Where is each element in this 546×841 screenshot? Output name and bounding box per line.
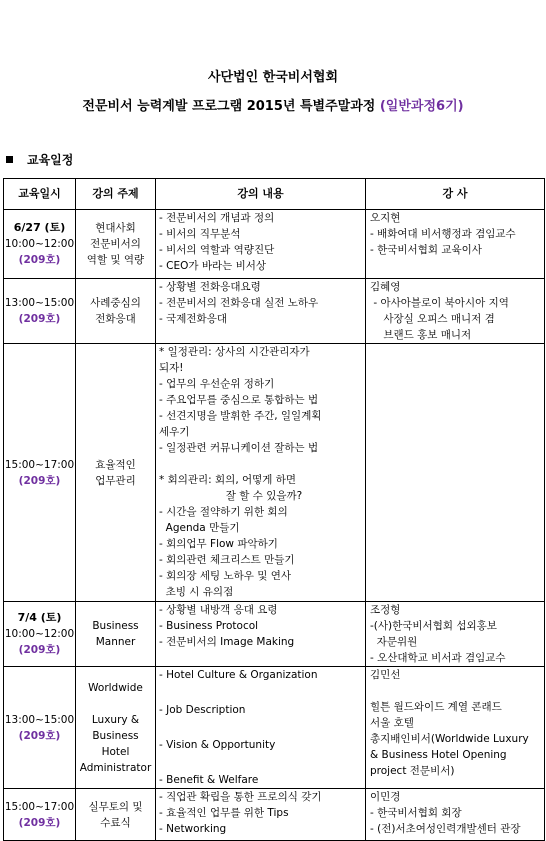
square-bullet-icon — [6, 156, 13, 163]
content-cell — [156, 667, 366, 789]
topic-cell — [76, 279, 156, 344]
content-cell — [156, 279, 366, 344]
topic-line: 효율적인 — [95, 458, 136, 471]
date-cell — [4, 344, 76, 602]
instructor-detail: 힐튼 월드와이드 계열 콘래드 — [370, 701, 502, 713]
date-cell — [4, 602, 76, 667]
instructor-detail: -(사)한국비서협회 섭외홍보 — [370, 620, 497, 632]
topic-line: Hotel — [101, 745, 130, 758]
instructor-detail: 브랜드 홍보 매니저 — [370, 329, 472, 341]
topic-cell — [76, 789, 156, 841]
program-name: 전문비서 능력계발 프로그램 2015년 특별주말과정 — [82, 99, 376, 114]
topic-line: 현대사회 — [95, 222, 136, 234]
topic-line: Luxury & — [91, 713, 140, 726]
content-line: - Networking — [159, 823, 227, 835]
content-line: - Job Description — [159, 704, 246, 716]
instructor-detail: - 한국비서협회 교육이사 — [370, 244, 482, 256]
content-cell — [156, 789, 366, 841]
topic-line: Business — [92, 729, 139, 742]
instructor-name: 오지현 — [370, 212, 401, 224]
spacer — [159, 456, 365, 472]
schedule-table — [3, 178, 545, 841]
topic-cell — [76, 667, 156, 789]
section-title: 교육일정 — [27, 153, 74, 167]
session-room: (209호) — [18, 816, 61, 829]
instructor-detail: 사장실 오피스 매니저 겸 — [370, 313, 495, 325]
session-room: (209호) — [18, 474, 61, 487]
header-content: 강의 내용 — [156, 179, 366, 210]
org-title: 사단법인 한국비서협회 — [207, 70, 339, 85]
instructor-cell — [366, 789, 545, 841]
date-cell — [4, 667, 76, 789]
content-line: - 상황별 전화응대요령 — [159, 281, 261, 293]
instructor-detail: & Business Hotel Opening — [370, 749, 507, 761]
instructor-cell — [366, 210, 545, 279]
content-line: - 일정관련 커뮤니케이션 잘하는 법 — [159, 442, 319, 454]
instructor-detail: 자문위원 — [370, 636, 418, 648]
session-room: (209호) — [18, 313, 61, 325]
date-cell — [4, 210, 76, 279]
instructor-detail: 총지배인비서(Worldwide Luxury — [370, 733, 529, 745]
instructor-detail: project 전문비서) — [370, 765, 455, 777]
table-row — [4, 210, 545, 279]
program-title — [0, 95, 546, 114]
content-line: - 전문비서의 Image Making — [159, 636, 295, 648]
topic-line: 실무토의 및 — [88, 800, 143, 813]
instructor-detail: - 아사아블로이 북아시아 지역 — [370, 297, 509, 309]
content-line: - 회의장 세팅 노하우 및 연사 — [159, 570, 292, 582]
header-instructor: 강 사 — [366, 179, 545, 210]
content-cell — [156, 602, 366, 667]
spacer — [159, 753, 365, 772]
session-time: 13:00~15:00 — [4, 713, 75, 726]
content-line: - 회의업무 Flow 파악하기 — [159, 538, 278, 550]
content-line: - 업무의 우선순위 정하기 — [159, 378, 275, 390]
instructor-detail: - 배화여대 비서행정과 겸임교수 — [370, 228, 516, 240]
content-cell — [156, 344, 366, 602]
content-line: - 전문비서의 전화응대 실전 노하우 — [159, 297, 319, 309]
instructor-detail: - (전)서초여성인력개발센터 관장 — [370, 823, 521, 835]
session-time: 10:00~12:00 — [4, 628, 75, 640]
topic-line: 업무관리 — [95, 474, 136, 487]
table-row — [4, 789, 545, 841]
header-date: 교육일시 — [4, 179, 76, 210]
topic-line: Business — [92, 620, 139, 632]
content-line: Agenda 만들기 — [159, 522, 240, 534]
topic-line: 전화응대 — [95, 313, 136, 325]
content-line: - 회의관련 체크리스트 만들기 — [159, 554, 295, 566]
content-line: 세우기 — [159, 426, 190, 438]
content-line: - Business Protocol — [159, 620, 259, 632]
instructor-name: 이민경 — [370, 791, 401, 803]
spacer — [159, 683, 365, 702]
date-cell — [4, 279, 76, 344]
spacer — [159, 718, 365, 737]
topic-line: Administrator — [79, 761, 152, 774]
instructor-cell — [366, 602, 545, 667]
table-row — [4, 279, 545, 344]
table-row — [4, 602, 545, 667]
instructor-cell — [366, 667, 545, 789]
session-time: 15:00~17:00 — [4, 800, 75, 813]
date-cell — [4, 789, 76, 841]
content-line: - 시간을 절약하기 위한 회의 — [159, 506, 288, 518]
instructor-name: 조정형 — [370, 604, 401, 616]
topic-line: Manner — [95, 636, 136, 648]
session-date: 6/27 (토) — [13, 221, 66, 234]
topic-cell — [76, 344, 156, 602]
instructor-detail: 서울 호텔 — [370, 717, 414, 729]
session-room: (209호) — [18, 644, 61, 656]
table-row — [4, 667, 545, 789]
content-line: - CEO가 바라는 비서상 — [159, 260, 267, 272]
content-line: - 비서의 역할과 역량진단 — [159, 244, 275, 256]
content-line: 초빙 시 유의점 — [159, 586, 234, 598]
content-line: - Hotel Culture & Organization — [159, 669, 318, 681]
spacer — [76, 696, 155, 712]
content-line: - 효율적인 업무를 위한 Tips — [159, 807, 289, 819]
content-line: - Benefit & Welfare — [159, 774, 259, 786]
table-header-row — [4, 179, 545, 210]
content-line: - 상황별 내방객 응대 요령 — [159, 604, 278, 616]
instructor-cell — [366, 344, 545, 602]
content-line: 잘 할 수 있을까? — [159, 490, 303, 502]
content-line: 되자! — [159, 362, 184, 374]
table-row — [4, 344, 545, 602]
content-line: - Vision & Opportunity — [159, 739, 276, 751]
content-line: - 직업관 확립을 통한 프로의식 갖기 — [159, 791, 322, 803]
topic-line: 수료식 — [100, 816, 131, 829]
topic-cell — [76, 602, 156, 667]
header-topic: 강의 주제 — [76, 179, 156, 210]
instructor-detail: - 오산대학교 비서과 겸임교수 — [370, 652, 506, 664]
session-time: 15:00~17:00 — [4, 458, 75, 471]
session-room: (209호) — [18, 254, 61, 266]
content-line: * 일정관리: 상사의 시간관리자가 — [159, 346, 310, 358]
topic-cell — [76, 210, 156, 279]
section-heading — [6, 151, 73, 168]
program-subtitle: (일반과정6기) — [379, 99, 464, 114]
topic-line: 사례중심의 — [90, 297, 141, 309]
topic-line: 전문비서의 — [90, 238, 141, 250]
topic-line: 역할 및 역량 — [86, 254, 145, 266]
content-line: - 국제전화응대 — [159, 313, 227, 325]
spacer — [370, 683, 544, 699]
instructor-name: 김혜영 — [370, 281, 401, 293]
content-line: - 주요업무를 중심으로 통합하는 법 — [159, 394, 319, 406]
content-line: - 전문비서의 개념과 정의 — [159, 212, 275, 224]
content-line: - 비서의 직무분석 — [159, 228, 241, 240]
session-time: 10:00~12:00 — [4, 238, 75, 250]
session-time: 13:00~15:00 — [4, 297, 75, 309]
content-line: * 회의관리: 회의, 어떻게 하면 — [159, 474, 297, 486]
session-date: 7/4 (토) — [17, 611, 62, 624]
content-line: - 선견지명을 발휘한 주간, 일일계획 — [159, 410, 322, 422]
session-room: (209호) — [18, 729, 61, 742]
instructor-name: 김민선 — [370, 669, 401, 681]
topic-line: Worldwide — [88, 681, 143, 694]
instructor-detail: - 한국비서협회 회장 — [370, 807, 462, 819]
instructor-cell — [366, 279, 545, 344]
content-cell — [156, 210, 366, 279]
